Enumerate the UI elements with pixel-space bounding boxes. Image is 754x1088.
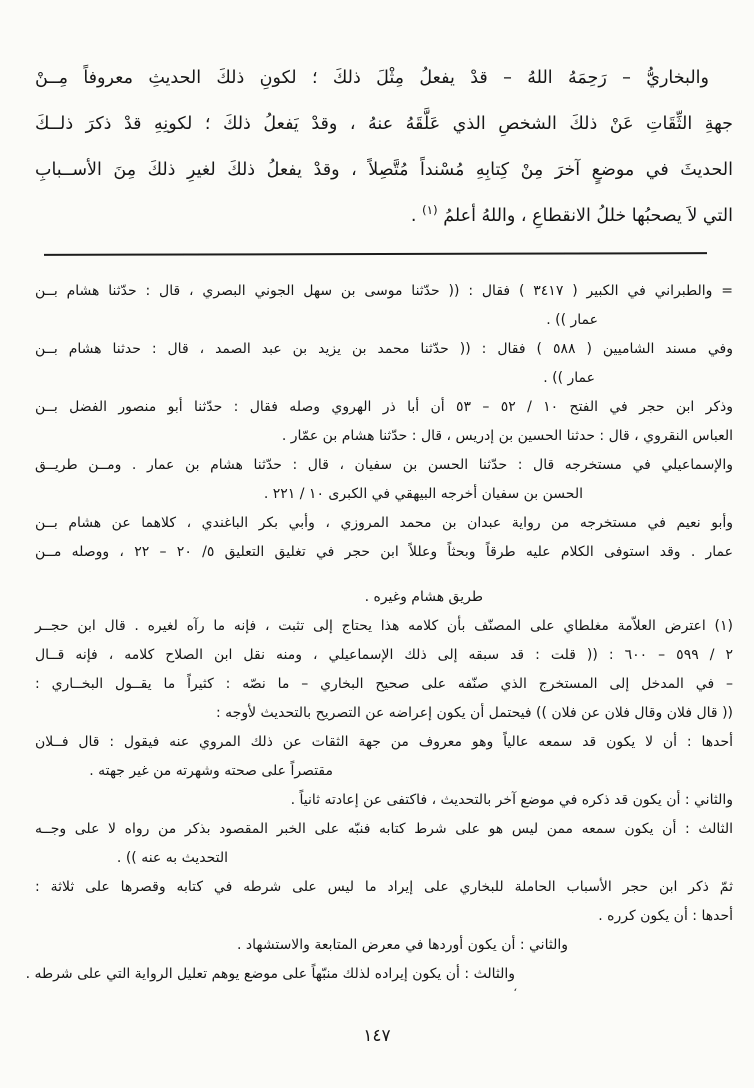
footnote-line: والثاني : أن يكون قد ذكره في موضع آخر بالتحديث ، فاكتفى عن إعادته ثانياً .: [290, 792, 733, 808]
footnotes-section: [25, 277, 734, 989]
footnote-line: عمار )) .: [546, 312, 598, 328]
footnote-line: وفي مسند الشاميين ( ٥٨٨ ) فقال : (( حدّثنا محمد بن يزيد بن عبد الصمد ، قال : حدثنا هشام بــن: [35, 341, 733, 357]
main-text-line: الحديثَ في موضعٍ آخرَ مِنْ كِتابِهِ مُسْنداً مُتَّصِلاً ، وقدْ يفعلُ ذلكَ لغيرِ ذلكَ مِنَ الأســبابِ: [35, 160, 733, 180]
footnote-line: والثاني : أن يكون أوردها في معرض المتابعة والاستشهاد .: [237, 937, 568, 953]
footnote-line: أحدها : أن يكون كرره .: [598, 908, 733, 924]
footnote-line: التحديث به عنه )) .: [116, 850, 228, 866]
footnote-line: الثالث : أن يكون سمعه ممن ليس هو على شرط كتابه فنبّه على الخبر المقصود بذكر من رواه لا على وجــه: [35, 821, 733, 837]
footnote-line: (١) اعترض العلاّمة مغلطاي على المصنّف بأن كلامه هذا يحتاج إلى تثبت ، فإنه ما رآه لغيره . قال ابن حجــر: [35, 618, 733, 634]
footnote-line: طريق هشام وغيره .: [364, 589, 483, 605]
main-text-block: [35, 55, 733, 239]
footnote-line: = والطبراني في الكبير ( ٣٤١٧ ) فقال : (( حدّثنا موسى بن سهل الجوني البصري ، قال : حدّثنا هشام بــن: [35, 283, 734, 299]
scan-artifact: ،: [512, 980, 519, 995]
footnote-line: العباس النقروي ، قال : حدثنا الحسين بن إدريس ، قال : حدّثنا هشام بن عمّار .: [281, 428, 733, 444]
footnote-line: ٢ / ٥٩٩ – ٦٠٠ : (( قلت : قد سبقه إلى ذلك الإسماعيلي ، ومنه نقل ابن الصلاح كلامه ، فإنه قــال: [35, 647, 733, 663]
footnote-line: أحدها : أن لا يكون قد سمعه عالياً وهو معروف من جهة الثقات عن ذلك المروي عنه فيقول : قال فــلان: [35, 734, 733, 750]
footnote-line: عمار )) .: [543, 370, 595, 386]
page-number: ١٤٧: [363, 1026, 391, 1046]
footnote-line: مقتصراً على صحته وشهرته من غير جهته .: [89, 763, 333, 779]
footnote-line: عمار . وقد استوفى الكلام عليه طرقاً وبحثاً وعللاً ابن حجر في تغليق التعليق ٥/ ٢٠ – ٢٢ ، ووصله مــن: [35, 544, 734, 560]
footnote-line: والإسماعيلي في مستخرجه قال : حدّثنا الحسن بن سفيان ، قال : حدّثنا هشام بن عمار . ومــن طريــق: [35, 457, 733, 473]
footnote-line: وأبو نعيم في مستخرجه من رواية عبدان بن محمد المروزي ، وأبي بكر الباغندي ، كلاهما عن هشام بــن: [35, 515, 733, 531]
main-text-line: والبخاريُّ – رَحِمَهُ اللهُ – قدْ يفعلُ مِثْلَ ذلكَ ؛ لكونِ ذلكَ الحديثِ معروفاً مِــنْ: [35, 68, 709, 88]
main-text-line: التي لاَ يصحبُها خللُ الانقطاعِ ، واللهُ أعلمُ $^{(١)}$ .: [410, 203, 733, 226]
footnote-line: الحسن بن سفيان أخرجه البيهقي في الكبرى ١٠ / ٢٢١ .: [263, 486, 583, 502]
footnote-line: وذكر ابن حجر في الفتح ١٠ / ٥٢ – ٥٣ أن أبا ذر الهروي وصله فقال : حدّثنا أبو منصور الفضل بــن: [35, 399, 733, 415]
main-text-line: جهةِ الثِّقَاتِ عَنْ ذلكَ الشخصِ الذي عَلَّقَهُ عنهُ ، وقدْ يَفعلُ ذلكَ ؛ لكونِهِ قدْ ذكرَ ذلــكَ: [35, 114, 733, 134]
footnote-line: – في المدخل إلى المستخرج الذي صنّفه على صحيح البخاري – ما نصّه : كثيراً ما يقــول البخــاري :: [35, 676, 733, 692]
footnote-separator-line: [44, 252, 707, 256]
footnote-line: والثالث : أن يكون إيراده لذلك منبّهاً على موضع يوهم تعليل الرواية التي على شرطه .: [25, 966, 515, 982]
footnote-line: (( قال فلان وقال فلان عن فلان )) فيحتمل أن يكون إعراضه عن التصريح بالتحديث لأوجه :: [216, 705, 733, 721]
footnote-reference: (١): [421, 203, 438, 218]
footnote-line: ثمّ ذكر ابن حجر الأسباب الحاملة للبخاري على إيراد ما ليس على شرطه في كتابه وقصرها على ثلاثة :: [35, 879, 733, 895]
